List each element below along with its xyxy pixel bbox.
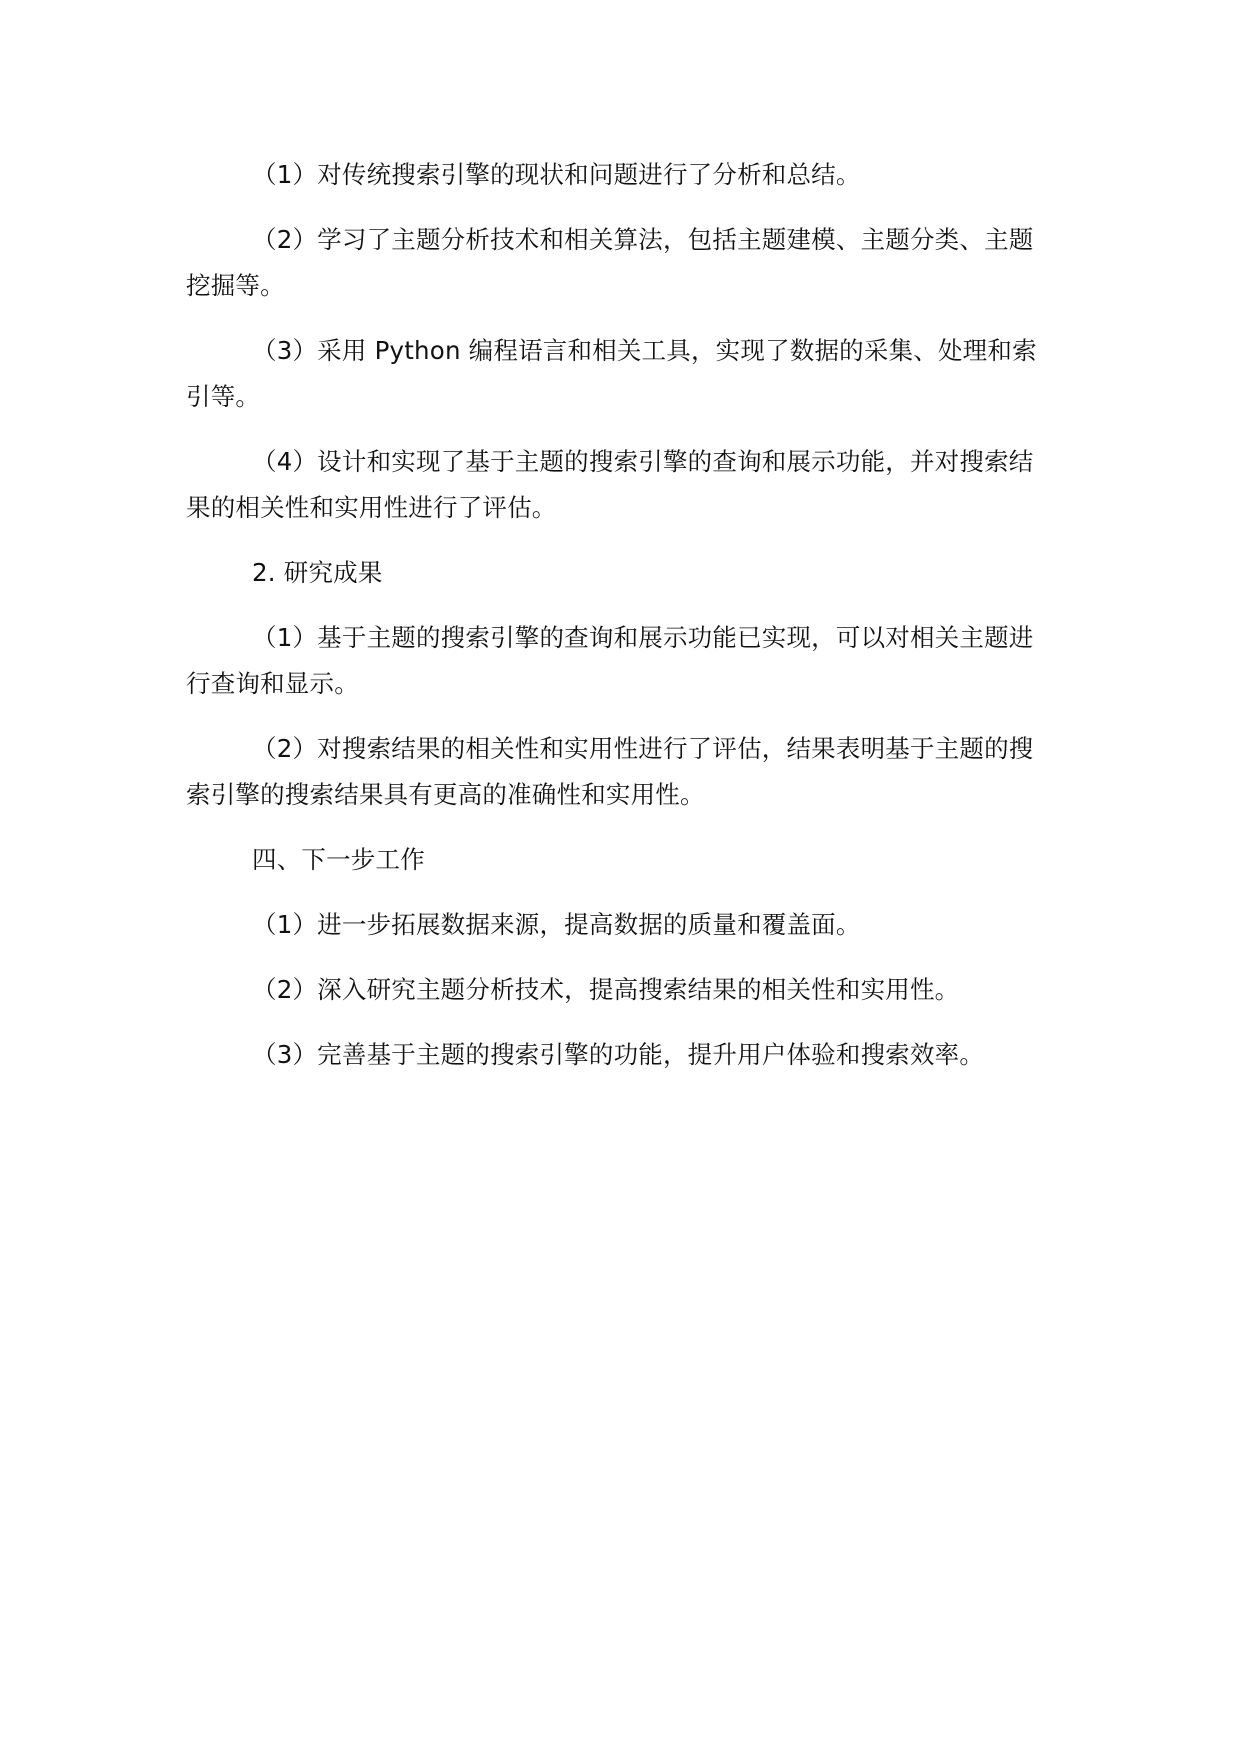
paragraph-work-item-4: （4）设计和实现了基于主题的搜索引擎的查询和展示功能，并对搜索结果的相关性和实用性进行了评估。 — [186, 447, 1034, 522]
paragraph-next-step-1: （1）进一步拓展数据来源，提高数据的质量和覆盖面。 — [252, 910, 861, 939]
section-heading-next-steps: 四、下一步工作 — [252, 845, 425, 874]
paragraph-result-1: （1）基于主题的搜索引擎的查询和展示功能已实现，可以对相关主题进行查询和显示。 — [186, 623, 1034, 698]
document-body — [186, 152, 1056, 1097]
paragraph-work-item-1: （1）对传统搜索引擎的现状和问题进行了分析和总结。 — [252, 160, 861, 189]
paragraph-next-step-2: （2）深入研究主题分析技术，提高搜索结果的相关性和实用性。 — [252, 975, 960, 1004]
paragraph-result-2: （2）对搜索结果的相关性和实用性进行了评估，结果表明基于主题的搜索引擎的搜索结果具有更高的准确性和实用性。 — [186, 734, 1034, 809]
paragraph-work-item-3: （3）采用 Python 编程语言和相关工具，实现了数据的采集、处理和索引等。 — [186, 336, 1037, 411]
paragraph-work-item-2: （2）学习了主题分析技术和相关算法，包括主题建模、主题分类、主题挖掘等。 — [186, 225, 1034, 300]
paragraph-next-step-3: （3）完善基于主题的搜索引擎的功能，提升用户体验和搜索效率。 — [252, 1040, 985, 1069]
section-heading-results: 2. 研究成果 — [252, 558, 383, 587]
